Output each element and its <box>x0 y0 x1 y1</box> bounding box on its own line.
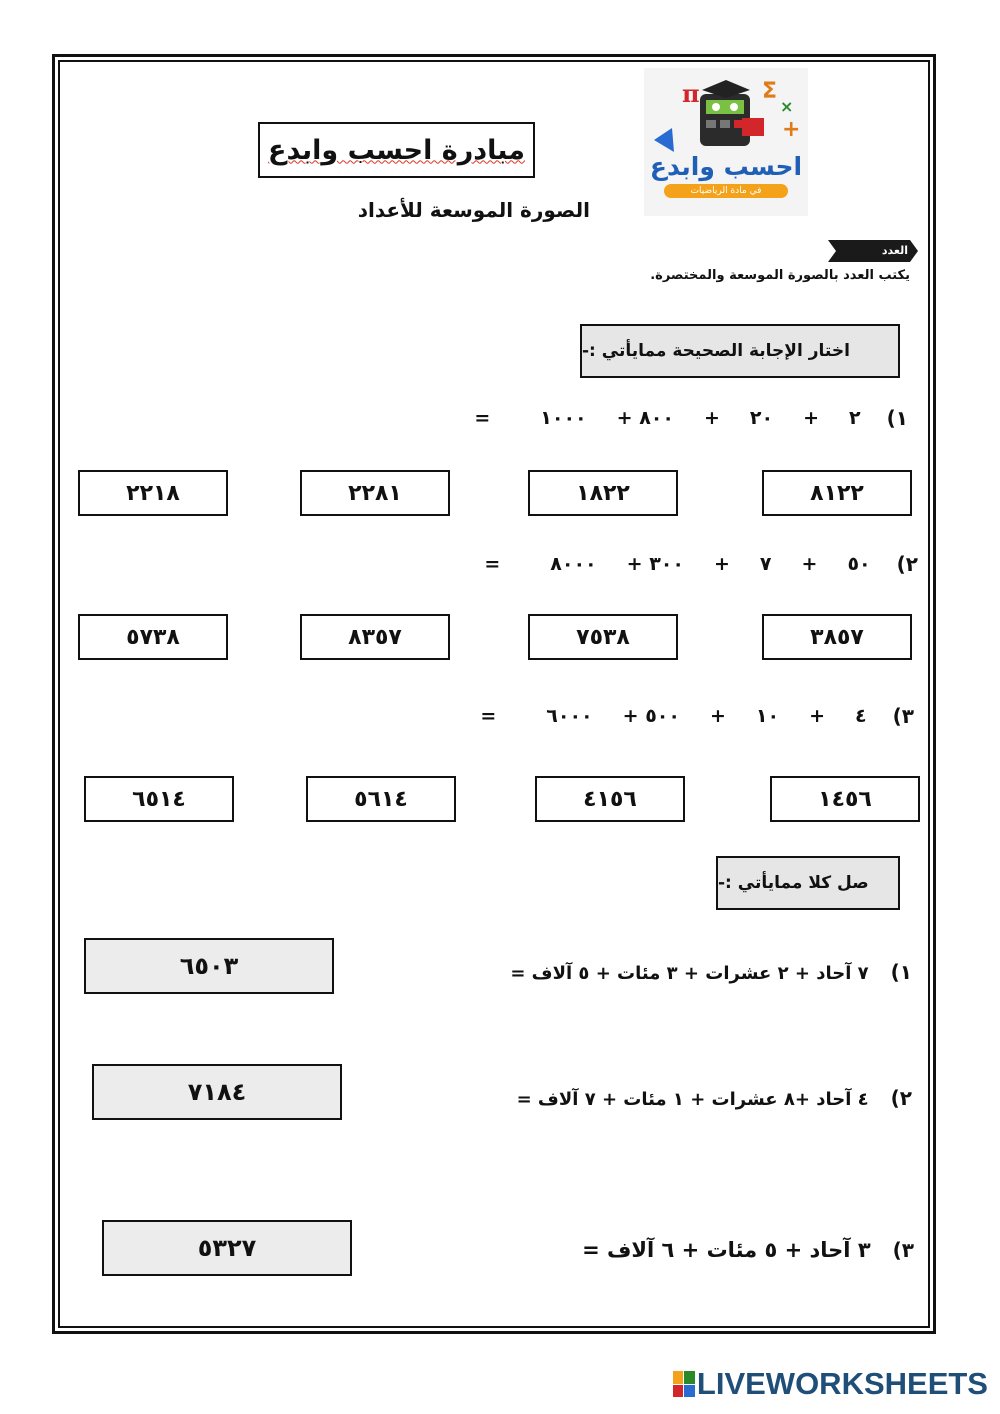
option-value: ٨١٢٢ <box>810 480 864 506</box>
hint-text: يكتب العدد بالصورة الموسعة والمختصرة. <box>650 268 910 283</box>
answer-option[interactable] <box>535 776 685 822</box>
plus-sign: + <box>703 407 720 429</box>
match-answer-2[interactable] <box>92 1064 342 1120</box>
liveworksheets-brand[interactable] <box>673 1368 988 1400</box>
option-value: ٧٥٣٨ <box>576 624 630 650</box>
term: ٢٠ <box>749 407 774 429</box>
section2-heading <box>716 856 900 910</box>
question-1 <box>474 406 908 430</box>
question-number: ٣) <box>892 704 914 728</box>
section1-heading-text: اختار الإجابة الصحيحة ممايأتي :- <box>582 341 850 361</box>
inner-frame <box>58 60 930 1328</box>
term: ٥٠ <box>847 553 871 575</box>
answer-value: ٦٥٠٣ <box>179 952 239 980</box>
term: ١٠ <box>755 705 780 727</box>
svg-text:π: π <box>682 79 700 108</box>
tag-label: العدد <box>881 244 908 257</box>
page-subtitle: الصورة الموسعة للأعداد <box>357 198 590 222</box>
item-text: ٧ آحاد + ٢ عشرات + ٣ مئات + ٥ آلاف = <box>510 963 869 984</box>
option-value: ٥٧٣٨ <box>126 624 180 650</box>
answer-option[interactable] <box>300 470 450 516</box>
question-2 <box>484 552 918 576</box>
equals-sign: = <box>484 553 501 575</box>
brand-logo-icon <box>673 1371 695 1397</box>
equals-sign: = <box>474 407 491 429</box>
item-text: ٣ آحاد + ٥ مئات + ٦ آلاف = <box>582 1238 871 1262</box>
answer-option[interactable] <box>528 470 678 516</box>
term: ٨٠٠ + <box>616 407 674 429</box>
svg-text:×: × <box>780 97 794 116</box>
match-answer-1[interactable] <box>84 938 334 994</box>
logo-text: احسب وابدع <box>649 152 803 181</box>
answer-option[interactable] <box>770 776 920 822</box>
page-title-text: مبادرة احسب وابدع <box>268 134 526 166</box>
answer-value: ٧١٨٤ <box>187 1078 247 1106</box>
match-item-1[interactable] <box>510 960 912 984</box>
answer-option[interactable] <box>300 614 450 660</box>
plus-sign: + <box>801 553 818 575</box>
answer-option[interactable] <box>78 470 228 516</box>
plus-sign: + <box>809 705 826 727</box>
option-value: ٢٢١٨ <box>126 480 180 506</box>
term: ٢ <box>849 407 861 429</box>
match-answer-3[interactable] <box>102 1220 352 1276</box>
question-3 <box>480 704 914 728</box>
plus-sign: + <box>709 705 726 727</box>
option-value: ٣٨٥٧ <box>810 624 864 650</box>
question-number: ٢) <box>896 552 918 576</box>
option-value: ٨٣٥٧ <box>348 624 402 650</box>
answer-value: ٥٣٢٧ <box>197 1234 257 1262</box>
plus-sign: + <box>803 407 820 429</box>
question-number: ١) <box>886 406 908 430</box>
option-value: ١٨٢٢ <box>576 480 630 506</box>
answer-option[interactable] <box>762 614 912 660</box>
option-value: ٤١٥٦ <box>583 786 637 812</box>
item-number: ٢) <box>890 1086 912 1110</box>
term: ٤ <box>855 705 867 727</box>
term: ١٠٠٠ <box>540 407 587 429</box>
option-value: ١٤٥٦ <box>818 786 872 812</box>
svg-text:+: + <box>782 117 801 142</box>
term: ٣٠٠ + <box>626 553 684 575</box>
section1-heading <box>580 324 900 378</box>
answer-option[interactable] <box>528 614 678 660</box>
page-title <box>258 122 535 178</box>
logo <box>644 68 808 216</box>
option-value: ٥٦١٤ <box>354 786 408 812</box>
answer-option[interactable] <box>306 776 456 822</box>
item-text: ٤ آحاد +٨ عشرات + ١ مئات + ٧ آلاف = <box>516 1089 869 1110</box>
svg-text:Σ: Σ <box>762 79 778 104</box>
term: ٧ <box>759 553 772 575</box>
logo-caption: في مادة الرياضيات <box>664 184 788 198</box>
answer-option[interactable] <box>78 614 228 660</box>
item-number: ٣) <box>892 1238 914 1262</box>
plus-sign: + <box>713 553 730 575</box>
term: ٦٠٠٠ <box>546 705 593 727</box>
term: ٨٠٠٠ <box>550 553 597 575</box>
answer-option[interactable] <box>762 470 912 516</box>
brand-text: LIVEWORKSHEETS <box>696 1366 988 1401</box>
equals-sign: = <box>480 705 497 727</box>
section2-heading-text: صل كلا ممايأتي :- <box>718 873 869 893</box>
match-item-3[interactable] <box>582 1238 914 1262</box>
item-number: ١) <box>890 960 912 984</box>
option-value: ٦٥١٤ <box>132 786 186 812</box>
match-item-2[interactable] <box>517 1086 912 1110</box>
option-value: ٢٢٨١ <box>348 480 402 506</box>
answer-option[interactable] <box>84 776 234 822</box>
term: ٥٠٠ + <box>622 705 680 727</box>
